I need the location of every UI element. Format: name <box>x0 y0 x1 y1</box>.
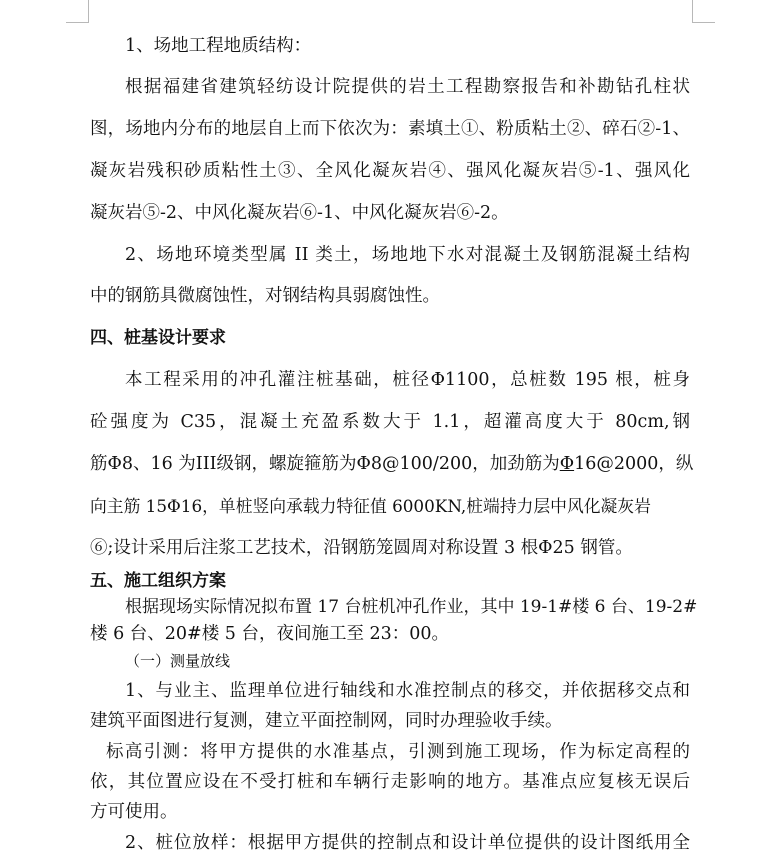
margin-corner-mark-left <box>66 0 89 23</box>
paragraph-line: 根据福建省建筑轻纺设计院提供的岩土工程勘察报告和补勘钻孔柱状 <box>125 77 690 97</box>
text-run: 16@2000，纵 <box>574 454 694 474</box>
section-heading: 四、桩基设计要求 <box>90 328 226 348</box>
paragraph-line: 向主筋 15Φ16，单桩竖向承载力特征值 6000KN,桩端持力层中风化凝灰岩 <box>90 496 651 516</box>
paragraph-line <box>90 453 694 475</box>
paragraph-line: 1、场地工程地质结构： <box>125 36 312 56</box>
paragraph-line: 凝灰岩⑤-2、中风化凝灰岩⑥-1、中风化凝灰岩⑥-2。 <box>90 203 509 223</box>
paragraph-line: 建筑平面图进行复测，建立平面控制网，同时办理验收手续。 <box>90 711 563 731</box>
paragraph-line: 方可使用。 <box>90 802 178 822</box>
paragraph-line: 2、桩位放样：根据甲方提供的控制点和设计单位提供的设计图纸用全 <box>125 833 690 853</box>
paragraph-line: 标高引测：将甲方提供的水准基点，引测到施工现场，作为标定高程的 <box>106 742 690 762</box>
subsection-heading: （一）测量放线 <box>125 652 231 670</box>
underlined-text-run: Φ <box>559 454 575 474</box>
text-run: 筋Φ8、16 为III级钢，螺旋箍筋为Φ8@100/200，加劲筋为 <box>90 454 560 474</box>
paragraph-line: 凝灰岩残积砂质粘性土③、全风化凝灰岩④、强风化凝灰岩⑤-1、强风化 <box>90 161 690 181</box>
paragraph-line: 依，其位置应设在不受打桩和车辆行走影响的地方。基准点应复核无误后 <box>90 772 690 792</box>
paragraph-line: 本工程采用的冲孔灌注桩基础，桩径Φ1100，总桩数 195 根，桩身 <box>125 370 690 390</box>
paragraph-line: 中的钢筋具微腐蚀性，对钢结构具弱腐蚀性。 <box>90 286 440 306</box>
paragraph-line: 楼 6 台、20#楼 5 台，夜间施工至 23：00。 <box>90 624 450 644</box>
paragraph-line: 2、场地环境类型属 II 类土，场地地下水对混凝土及钢筋混凝土结构 <box>125 245 690 265</box>
paragraph-line: 图，场地内分布的地层自上而下依次为：素填土①、粉质粘土②、碎石②-1、 <box>90 119 690 139</box>
paragraph-line: 根据现场实际情况拟布置 17 台桩机冲孔作业，其中 19-1#楼 6 台、19-2# <box>125 597 698 617</box>
section-heading: 五、施工组织方案 <box>90 571 226 591</box>
paragraph-line: 1、与业主、监理单位进行轴线和水准控制点的移交，并依据移交点和 <box>125 681 690 701</box>
margin-corner-mark-right <box>692 0 715 23</box>
paragraph-line: ⑥;设计采用后注浆工艺技术，沿钢筋笼圆周对称设置 3 根Φ25 钢管。 <box>90 538 633 558</box>
paragraph-line: 砼强度为 C35，混凝土充盈系数大于 1.1，超灌高度大于 80cm,钢 <box>90 412 690 432</box>
